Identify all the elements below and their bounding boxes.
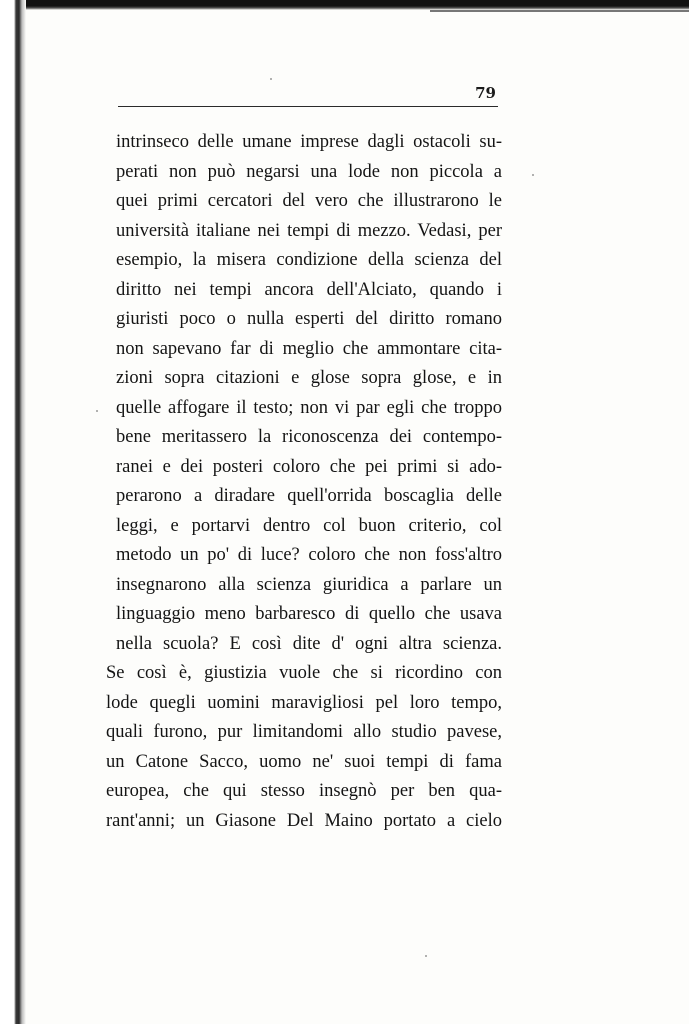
text-line: non sapevano far di meglio che ammontare cita- <box>116 338 502 359</box>
text-line: intrinseco delle umane imprese dagli ostacoli su- <box>116 132 502 152</box>
text-line: leggi, e portarvi dentro col buon criterio, col <box>116 515 502 536</box>
text-line: quali furono, pur limitandomi allo studio pavese, <box>106 722 502 742</box>
text-line: un Catone Sacco, uomo ne' suoi tempi di fama <box>106 751 502 772</box>
text-line: Se così è, giustizia vuole che si ricordino con <box>106 663 502 683</box>
page-number: 79 <box>475 84 496 102</box>
text-line: insegnarono alla scienza giuridica a parlare un <box>116 574 502 595</box>
text-line: università italiane nei tempi di mezzo. Vedasi, per <box>116 220 502 241</box>
scan-top-border <box>0 0 689 10</box>
text-line: diritto nei tempi ancora dell'Alciato, quando i <box>116 279 502 300</box>
scan-left-edge <box>0 0 26 1024</box>
text-line: zioni sopra citazioni e glose sopra glose, e in <box>116 368 502 388</box>
scan-top-border-thin <box>430 10 689 12</box>
scan-speck <box>96 410 98 412</box>
text-line: metodo un po' di luce? coloro che non foss'altro <box>116 545 502 565</box>
scan-speck <box>425 955 427 957</box>
text-line: esempio, la misera condizione della scienza del <box>116 250 502 270</box>
header-rule <box>118 106 498 107</box>
text-line: quelle affogare il testo; non vi par egli che troppo <box>116 397 502 418</box>
body-text <box>106 128 502 836</box>
text-line: lode quegli uomini maravigliosi pel loro tempo, <box>106 692 502 713</box>
text-line: giuristi poco o nulla esperti del diritto romano <box>116 309 502 329</box>
text-line: perati non può negarsi una lode non piccola a <box>116 161 502 182</box>
text-line: nella scuola? E così dite d' ogni altra scienza. <box>116 633 502 654</box>
text-line: europea, che qui stesso insegnò per ben qua- <box>106 781 502 801</box>
scan-speck <box>532 174 534 176</box>
text-line: linguaggio meno barbaresco di quello che usava <box>116 604 502 624</box>
scan-speck <box>270 78 272 80</box>
text-line: perarono a diradare quell'orrida boscaglia delle <box>116 486 502 506</box>
text-line: rant'anni; un Giasone Del Maino portato a cielo <box>106 810 502 831</box>
text-line: quei primi cercatori del vero che illustrarono le <box>116 191 502 211</box>
text-line: bene meritassero la riconoscenza dei contempo- <box>116 427 502 447</box>
text-line: ranei e dei posteri coloro che pei primi si ado- <box>116 456 502 477</box>
